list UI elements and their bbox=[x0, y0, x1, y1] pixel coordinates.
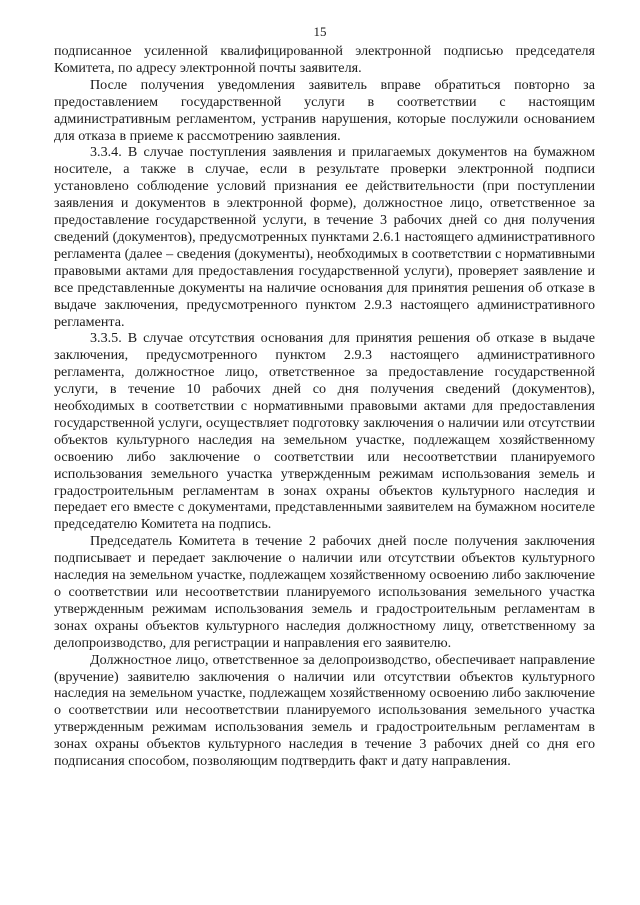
paragraph-chairman-signing: Председатель Комитета в течение 2 рабочих дней после получения заключения подписывает и передает заключение о наличии или отсутствии объектов культурного наследия на земельном участке, подлежащем хозяйственному освоению либо заключение о соответствии или несоответствии планируемого использования земельного участка утвержденным режимам использования земель и градостроительным регламентам в зонах охраны объектов культурного наследия должностному лицу, ответственному за делопроизводство, для регистрации и направления его заявителю. bbox=[54, 533, 595, 651]
paragraph-delivery: Должностное лицо, ответственное за делопроизводство, обеспечивает направление (вручение) заявителю заключения о наличии или отсутствии объектов культурного наследия на земельном участке, подлежащем хозяйственному освоению либо заключение о соответствии или несоответствии планируемого использования земельного участка утвержденным режимам использования земель и градостроительным регламентам в зонах охраны объектов культурного наследия в течение 3 рабочих дней со дня его подписания способом, позволяющим подтвердить факт и дату направления. bbox=[54, 651, 595, 770]
paragraph-3-3-4: 3.3.4. В случае поступления заявления и прилагаемых документов на бумажном носителе, а также в случае, если в результате проверки электронной подписи установлено соблюдение условий признания ее действительности (при поступлении заявления и документов в электронной форме), должностное лицо, ответственное за предоставление государственной услуги, в течение 3 рабочих дней со дня получения сведений (документов), предусмотренных пунктами 2.6.1 настоящего административного регламента (далее – сведения (документы), необходимых в соответствии с нормативными правовыми актами для предоставления государственной услуги), проверяет заявление и все представленные документы на наличие основания для принятия решения об отказе в выдаче заключения, предусмотренного пунктом 2.9.3 настоящего административного регламента. bbox=[54, 144, 595, 330]
paragraph-repeat-request: После получения уведомления заявитель вправе обратиться повторно за предоставлением государственной услуги в соответствии с настоящим административным регламентом, устранив нарушения, которые послужили основанием для отказа в приеме к рассмотрению заявления. bbox=[54, 76, 595, 144]
page-number: 15 bbox=[313, 24, 327, 39]
paragraph-3-3-5: 3.3.5. В случае отсутствия основания для принятия решения об отказе в выдаче заключения, предусмотренного пунктом 2.9.3 настоящего административного регламента, должностное лицо, ответственное за предоставление государственной услуги, в течение 10 рабочих дней со дня получения сведений (документов), необходимых в соответствии с нормативными правовыми актами для предоставления государственной услуги, осуществляет подготовку заключения о наличии или отсутствии объектов культурного наследия на земельном участке, подлежащем хозяйственному освоению либо заключение о соответствии или несоответствии планируемого использования земельного участка утвержденным режимам использования земель и градостроительным регламентам в зонах охраны объектов культурного наследия и передает его вместе с документами, представленными заявителем на бумажном носителе председателю Комитета на подпись. bbox=[54, 330, 595, 533]
paragraph-continuation: подписанное усиленной квалифицированной электронной подписью председателя Комитета, по адресу электронной почты заявителя. bbox=[54, 43, 595, 76]
document-body bbox=[54, 43, 595, 770]
